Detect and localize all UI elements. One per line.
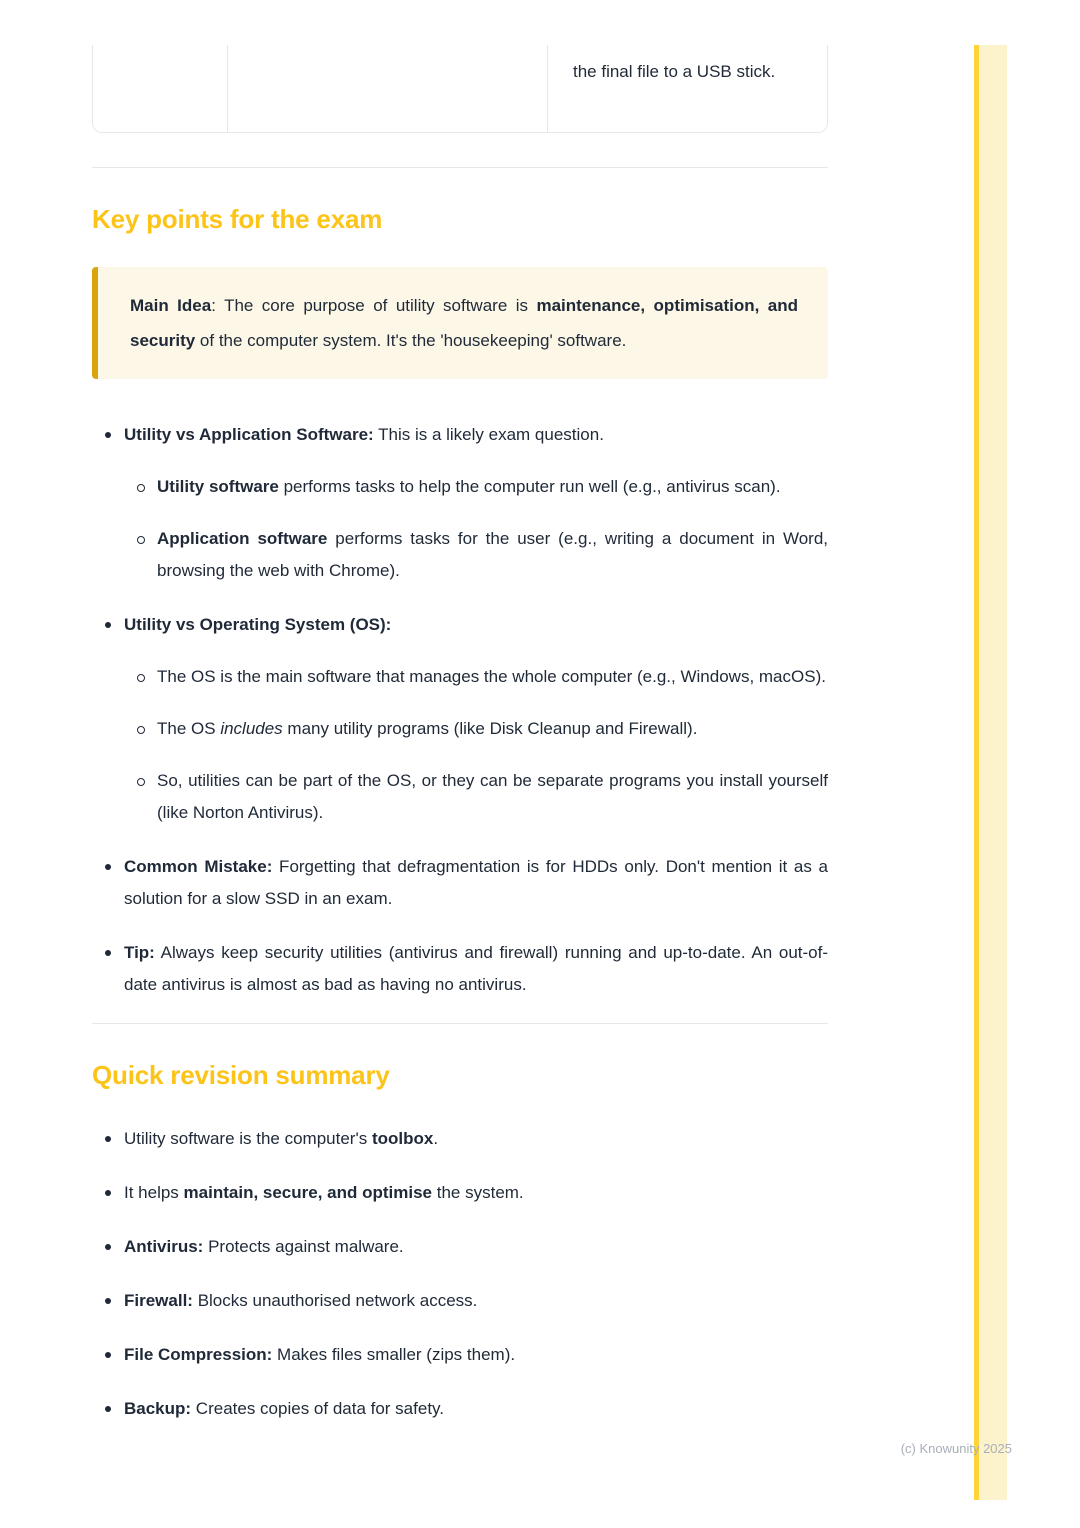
section-divider — [92, 167, 828, 168]
table-cell-value: the final file to a USB stick. — [573, 62, 776, 81]
list-item-text: Common Mistake: Forgetting that defragmentation is for HDDs only. Don't mention it as a solution for a slow SSD in an exam. — [124, 857, 828, 908]
sub-list-item — [124, 661, 828, 693]
bullet-dot-icon — [92, 1285, 124, 1304]
table-fragment — [92, 45, 828, 133]
page-edge-line — [974, 45, 979, 1500]
section-divider — [92, 1023, 828, 1024]
list-item-text: Utility vs Operating System (OS): — [124, 615, 392, 634]
list-item-text: The OS includes many utility programs (like Disk Cleanup and Firewall). — [157, 719, 698, 738]
list-item-text: It helps maintain, secure, and optimise the system. — [124, 1183, 524, 1202]
bullet-dot-icon — [92, 937, 124, 956]
list-item-text: Application software performs tasks for the user (e.g., writing a document in Word, browsing the web with Chrome). — [157, 529, 829, 580]
copyright-watermark: (c) Knowunity 2025 — [900, 1441, 1012, 1456]
bullet-dot-icon — [92, 419, 124, 438]
list-item-text: Utility vs Application Software: This is a likely exam question. — [124, 425, 604, 444]
list-item-text: File Compression: Makes files smaller (zips them). — [124, 1345, 516, 1364]
list-item-text: Backup: Creates copies of data for safety. — [124, 1399, 445, 1418]
main-idea-callout — [92, 267, 828, 379]
list-item — [92, 851, 828, 915]
bullet-dot-icon — [92, 1231, 124, 1250]
sub-list-item — [124, 765, 828, 829]
table-cell-empty-1 — [93, 45, 228, 132]
sub-list-item — [124, 471, 828, 503]
key-points-title: Key points for the exam — [92, 204, 383, 234]
list-item — [92, 1177, 828, 1209]
sub-list-item — [124, 713, 828, 745]
sub-list — [124, 661, 828, 829]
bullet-dot-icon — [92, 609, 124, 628]
list-item-text: The OS is the main software that manages the whole computer (e.g., Windows, macOS). — [157, 667, 826, 686]
key-points-list — [92, 419, 828, 1001]
list-item-text: Antivirus: Protects against malware. — [124, 1237, 404, 1256]
list-item — [92, 1231, 828, 1263]
bullet-dot-icon — [92, 1177, 124, 1196]
list-item — [92, 937, 828, 1001]
table-cell-empty-2 — [228, 45, 548, 132]
bullet-circle-icon — [124, 523, 157, 544]
document-content — [92, 45, 828, 1425]
summary-title: Quick revision summary — [92, 1060, 390, 1090]
list-item-text: Utility software is the computer's toolbox. — [124, 1129, 439, 1148]
list-item-text: So, utilities can be part of the OS, or they can be separate programs you install yourself (like Norton Antivirus). — [157, 771, 828, 822]
main-idea-text: Main Idea: The core purpose of utility software is maintenance, optimisation, and security of the computer system. It's the 'housekeeping' software. — [130, 296, 799, 350]
bullet-circle-icon — [124, 471, 157, 492]
list-item — [92, 1285, 828, 1317]
sub-list-item — [124, 523, 828, 587]
list-item-text: Firewall: Blocks unauthorised network access. — [124, 1291, 478, 1310]
bullet-dot-icon — [92, 851, 124, 870]
list-item-text: Tip: Always keep security utilities (antivirus and firewall) running and up-to-date. An out-of-date antivirus is almost as bad as having no antivirus. — [124, 943, 828, 994]
list-item — [92, 419, 828, 587]
list-item — [92, 1393, 828, 1425]
list-item — [92, 1123, 828, 1155]
list-item — [92, 1339, 828, 1371]
page-edge-band — [979, 45, 1007, 1500]
table-cell-text — [548, 45, 827, 132]
summary-list — [92, 1123, 828, 1425]
list-item — [92, 609, 828, 829]
bullet-circle-icon — [124, 765, 157, 786]
bullet-dot-icon — [92, 1123, 124, 1142]
sub-list — [124, 471, 828, 587]
bullet-dot-icon — [92, 1339, 124, 1358]
list-item-text: Utility software performs tasks to help the computer run well (e.g., antivirus scan). — [157, 477, 781, 496]
bullet-circle-icon — [124, 661, 157, 682]
bullet-circle-icon — [124, 713, 157, 734]
bullet-dot-icon — [92, 1393, 124, 1412]
